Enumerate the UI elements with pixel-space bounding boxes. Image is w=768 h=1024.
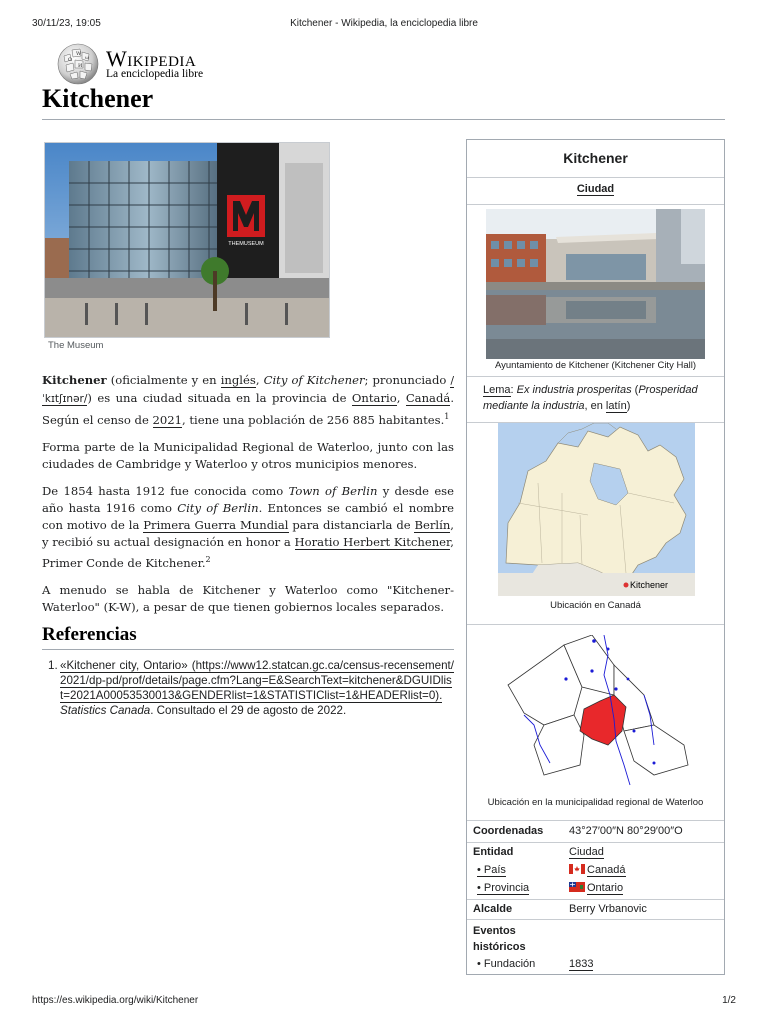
article-text: y desde ese año hasta 1916 como	[42, 483, 454, 515]
reference-item	[42, 658, 454, 718]
canada-map-caption: Ubicación en Canadá	[550, 600, 641, 611]
infobox-row-province	[467, 882, 724, 900]
province-value-link[interactable]: Ontario	[587, 882, 624, 894]
article-text: ,	[396, 391, 406, 405]
infobox-type-link[interactable]: Ciudad	[576, 183, 615, 195]
coords-label: Coordenadas	[473, 825, 544, 837]
photo-sign-text: THEMUSEUM	[228, 241, 264, 247]
ontario-flag-icon	[569, 882, 585, 892]
reference-1-link[interactable]: 1	[444, 412, 450, 421]
article-text: , tiene una población de 256 885 habitantes.	[182, 412, 445, 427]
motto-open: (	[631, 384, 639, 396]
infobox-type	[467, 178, 724, 205]
print-url: https://es.wikipedia.org/wiki/Kitchener	[32, 995, 199, 1006]
svg-text:Ω: Ω	[68, 57, 73, 63]
infobox-cityhall-image	[467, 205, 724, 377]
reference-number: 1.	[48, 659, 58, 672]
article-paragraph-region: Forma parte de la Municipalidad Regional de Waterloo, junto con las ciudades de Cambridge y Waterloo y otros municipios menores.	[42, 439, 454, 471]
print-page-number: 1/2	[722, 995, 736, 1006]
wikipedia-globe-icon	[56, 42, 100, 86]
link-berlin[interactable]: Berlín	[414, 517, 451, 532]
article-text: , Primer Conde de Kitchener.	[42, 534, 454, 570]
cityhall-caption: Ayuntamiento de Kitchener (Kitchener City Hall)	[494, 360, 696, 371]
article-paragraph-kw: A menudo se habla de Kitchener y Waterloo como "Kitchener-Waterloo" (K-W), a pesar de que tienen gobiernos locales separados.	[42, 582, 454, 614]
reference-2-link[interactable]: 2	[205, 554, 211, 564]
motto-mid: , en	[584, 400, 606, 412]
country-label-link[interactable]: • País	[477, 864, 506, 876]
article-paragraph-intro	[42, 372, 454, 429]
motto-close: )	[626, 400, 631, 412]
reference-source: Statistics Canada	[60, 704, 151, 717]
infobox-divider	[467, 919, 724, 920]
infobox-row-events	[467, 923, 724, 957]
museum-photo[interactable]	[44, 142, 330, 338]
founding-value-link[interactable]: 1833	[569, 958, 594, 970]
infobox-waterloo-map	[467, 625, 724, 821]
waterloo-map-image	[504, 635, 690, 787]
references-list	[42, 658, 454, 718]
svg-text:W: W	[76, 51, 82, 57]
infobox-row-entity	[467, 846, 724, 864]
article-paragraph-history	[42, 483, 454, 572]
entity-value-link[interactable]: Ciudad	[569, 846, 604, 858]
infobox-row-founding	[467, 958, 724, 974]
reference-url-link[interactable]: «Kitchener city, Ontario» (https://www12.statcan.gc.ca/census-recensement/2021/dp-pd/prof/details/page.cfm?Lang=E&SearchText=kitchener&DGUIDlist=2021A00053530013&GENDERlist=1&STATISTIClist=1&HEADERlist=0).	[60, 659, 454, 702]
reference-accessed: . Consultado el 29 de agosto de 2022.	[150, 704, 347, 717]
article-text: . Entonces se cambió el nombre con motivo de la	[42, 500, 454, 532]
link-2021[interactable]: 2021	[152, 412, 183, 427]
waterloo-map-caption: Ubicación en la municipalidad regional de Waterloo	[487, 797, 704, 808]
founding-label: • Fundación	[477, 958, 536, 970]
link-primera-guerra-mundial[interactable]: Primera Guerra Mundial	[143, 517, 289, 532]
article-text: ,	[255, 373, 264, 387]
link-ontario[interactable]: Ontario	[351, 391, 397, 405]
link-pronunciation[interactable]: /ˈkɪtʃɪnər/	[42, 375, 454, 405]
article-text: para distanciarla de	[288, 517, 415, 532]
canada-flag-icon	[569, 864, 585, 874]
article-text-italic: City of Berlin	[177, 500, 259, 515]
article-text: De 1854 hasta 1912 fue conocida como	[42, 483, 289, 498]
coords-value[interactable]: 43°27′00″N 80°29′00″O	[569, 825, 683, 837]
svg-text:И: И	[78, 63, 83, 69]
motto-label-link[interactable]: Lema	[483, 384, 511, 396]
article-text: , y recibió su actual designación en honor a	[42, 517, 454, 549]
motto-colon: :	[510, 384, 517, 396]
country-value-link[interactable]: Canadá	[587, 864, 626, 876]
motto-language-link[interactable]: latín	[605, 400, 627, 412]
print-doc-title: Kitchener - Wikipedia, la enciclopedia libre	[290, 18, 478, 29]
references-divider	[42, 649, 454, 650]
link-ingles[interactable]: inglés	[220, 373, 256, 387]
article-text: (oficialmente y en	[106, 373, 221, 387]
article-text: . Según el censo de	[42, 391, 454, 427]
province-value	[569, 882, 623, 894]
infobox-row-country	[467, 864, 724, 882]
motto-text: Ex industria prosperitas	[516, 384, 632, 396]
title-divider	[42, 119, 725, 120]
museum-building-image	[45, 143, 330, 338]
museum-photo-caption: The Museum	[48, 340, 104, 351]
waterloo-region-map[interactable]	[504, 635, 690, 787]
infobox-divider	[467, 899, 724, 900]
canada-locator-map[interactable]	[498, 423, 695, 596]
entity-label: Entidad	[473, 846, 514, 858]
cityhall-photo[interactable]	[486, 209, 705, 359]
cityhall-image	[486, 209, 705, 359]
wikipedia-tagline: La enciclopedia libre	[106, 68, 204, 80]
motto-translation: Prosperidad mediante la industria	[483, 384, 698, 412]
infobox-divider	[467, 842, 724, 843]
references-heading: Referencias	[42, 624, 137, 645]
link-horatio-herbert-kitchener[interactable]: Horatio Herbert Kitchener	[294, 534, 451, 549]
print-datetime: 30/11/23, 19:05	[32, 18, 101, 29]
infobox	[466, 139, 725, 975]
province-label-link[interactable]: • Provincia	[477, 882, 530, 894]
svg-text:ω: ω	[85, 55, 90, 61]
article-text-italic: Town of Berlin	[288, 483, 378, 498]
article-text: ) es una ciudad situada en la provincia de	[87, 391, 352, 405]
mayor-value: Berry Vrbanovic	[569, 903, 647, 915]
article-subject-name: Kitchener	[42, 373, 107, 387]
infobox-canada-map	[467, 423, 724, 625]
link-canada[interactable]: Canadá	[405, 391, 451, 405]
infobox-motto	[467, 377, 724, 423]
wikipedia-logo[interactable]	[56, 42, 256, 88]
article-text-italic: City of Kitchener	[263, 373, 365, 387]
wikipedia-wordmark: Wikipedia	[106, 46, 197, 71]
article-body	[42, 372, 454, 626]
mayor-label: Alcalde	[473, 903, 513, 915]
events-label: Eventos históricos	[473, 925, 526, 953]
country-value	[569, 864, 626, 876]
kitchener-marker-label: Kitchener	[630, 580, 669, 590]
infobox-title: Kitchener	[467, 140, 724, 178]
article-text: ; pronunciado	[364, 373, 451, 387]
canada-map-image	[498, 423, 695, 596]
page-title: Kitchener	[42, 84, 154, 113]
